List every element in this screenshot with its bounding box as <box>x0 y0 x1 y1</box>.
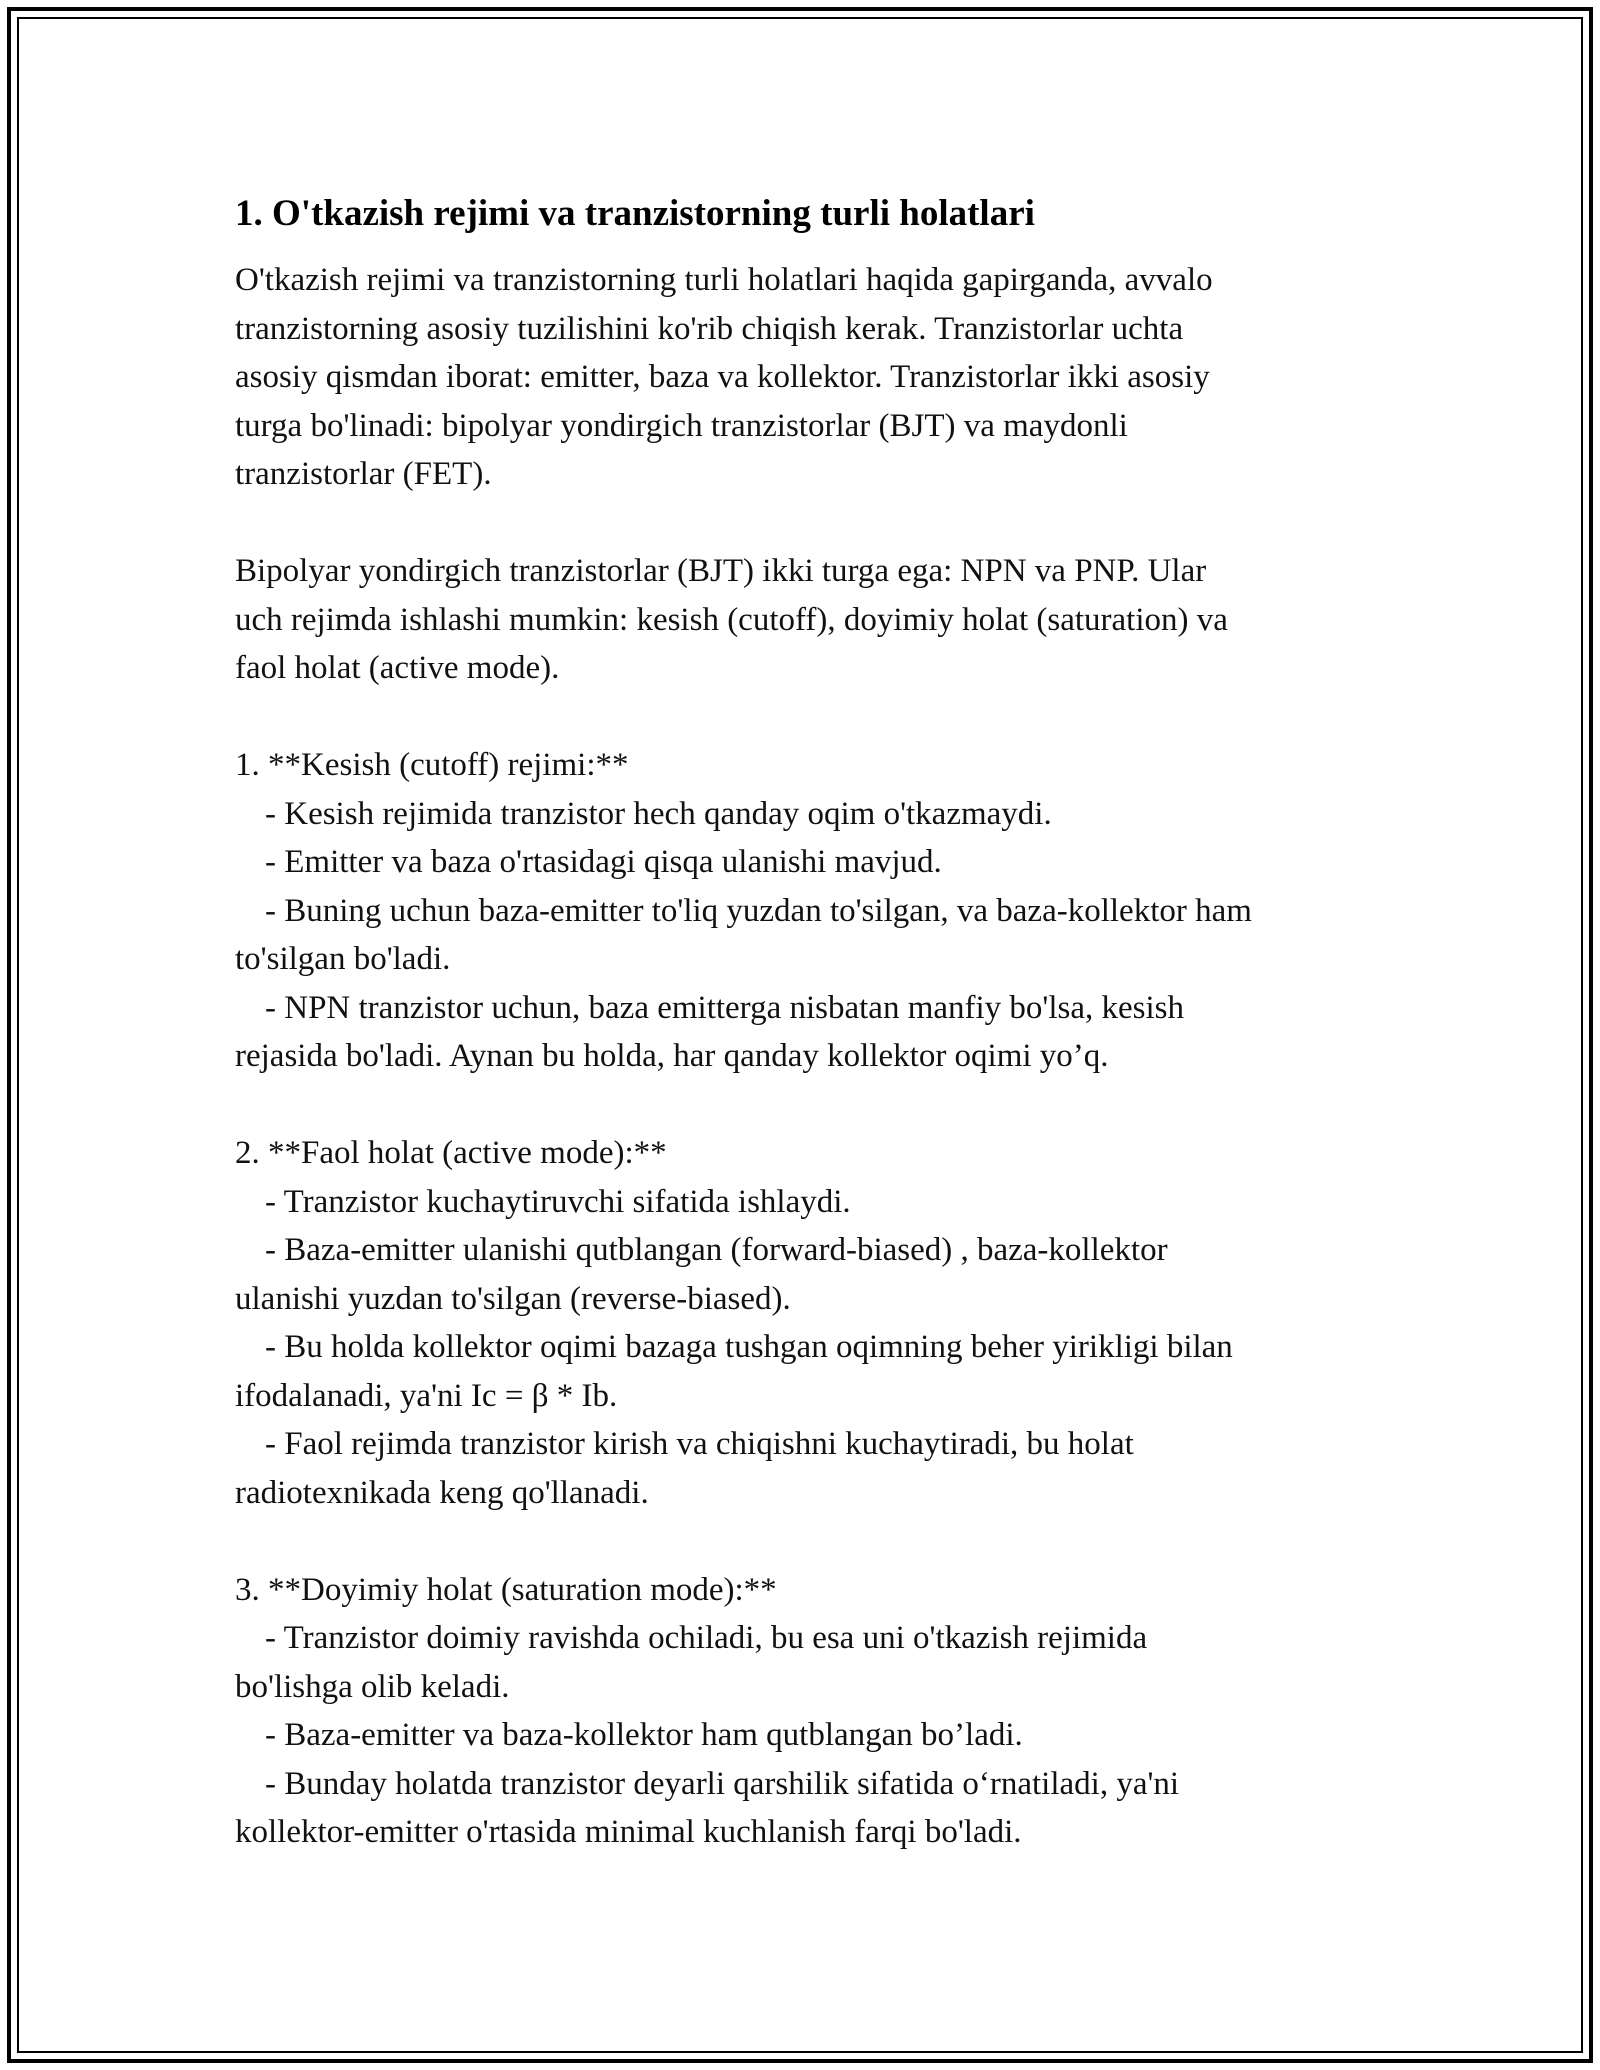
section-cutoff <box>235 741 1365 1081</box>
intro-paragraph: O'tkazish rejimi va tranzistorning turli holatlari haqida gapirganda, avvalo tranzistorning asosiy tuzilishini ko'rib chiqish kerak. Tranzistorlar uchta asosiy qismdan iborat: emitter, baza va kollektor. Tranzistorlar ikki asosiy turga bo'linadi: bipolyar yondirgich tranzistorlar (BJT) va maydonli tranzistorlar (FET). <box>235 262 1213 492</box>
section-title: 1. **Kesish (cutoff) rejimi:** <box>235 747 629 783</box>
list-item: - Baza-emitter ulanishi qutblangan (forward-biased) , baza-kollektor <box>265 1232 1168 1268</box>
list-item: - Buning uchun baza-emitter to'liq yuzdan to'silgan, va baza-kollektor ham <box>265 892 1252 929</box>
list-item-continuation: radiotexnikada keng qo'llanadi. <box>235 1474 649 1511</box>
list-item: - Bu holda kollektor oqimi bazaga tushgan oqimning beher yirikligi bilan <box>265 1329 1233 1365</box>
list-item-continuation: ifodalanadi, ya'ni Ic = β * Ib. <box>235 1377 618 1414</box>
list-item-continuation: bo'lishga olib keladi. <box>235 1668 510 1705</box>
section-title: 3. **Doyimiy holat (saturation mode):** <box>235 1571 777 1608</box>
section-saturation-mode <box>235 1566 1365 1857</box>
list-item-continuation: ulanishi yuzdan to'silgan (reverse-biased). <box>235 1280 791 1317</box>
list-item: - Bunday holatda tranzistor deyarli qarshilik sifatida o‘rnatiladi, ya'ni <box>265 1765 1180 1802</box>
list-item: - Faol rejimda tranzistor kirish va chiqishni kuchaytiradi, bu holat <box>265 1426 1134 1462</box>
list-item: - Kesish rejimida tranzistor hech qanday oqim o'tkazmaydi. <box>265 795 1052 832</box>
bjt-paragraph: Bipolyar yondirgich tranzistorlar (BJT) ikki turga ega: NPN va PNP. Ular uch rejimda ishlashi mumkin: kesish (cutoff), doyimiy holat (saturation) va faol holat (active mode). <box>235 553 1228 686</box>
document-body <box>235 186 1365 1857</box>
list-item: - NPN tranzistor uchun, baza emitterga nisbatan manfiy bo'lsa, kesish <box>265 989 1185 1026</box>
section-active-mode <box>235 1129 1365 1517</box>
list-item-continuation: rejasida bo'ladi. Aynan bu holda, har qanday kollektor oqimi yo’q. <box>235 1038 1109 1074</box>
list-item: - Emitter va baza o'rtasidagi qisqa ulanishi mavjud. <box>265 844 942 880</box>
list-item: - Tranzistor doimiy ravishda ochiladi, bu esa uni o'tkazish rejimida <box>265 1620 1148 1656</box>
list-item-continuation: kollektor-emitter o'rtasida minimal kuchlanish farqi bo'ladi. <box>235 1814 1022 1850</box>
list-item: - Baza-emitter va baza-kollektor ham qutblangan bo’ladi. <box>265 1717 1023 1753</box>
list-item: - Tranzistor kuchaytiruvchi sifatida ishlaydi. <box>265 1183 851 1220</box>
sections <box>235 741 1365 1857</box>
section-title: 2. **Faol holat (active mode):** <box>235 1135 667 1171</box>
document-heading: 1. O'tkazish rejimi va tranzistorning turli holatlari <box>235 193 1035 234</box>
list-item-continuation: to'silgan bo'ladi. <box>235 941 451 977</box>
